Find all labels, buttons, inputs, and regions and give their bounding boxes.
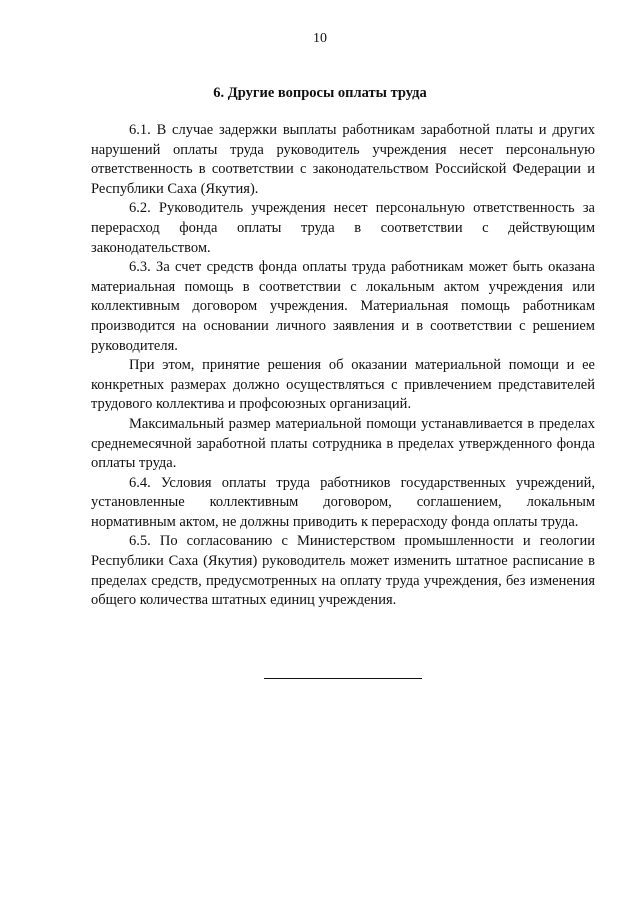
paragraph-6-4: 6.4. Условия оплаты труда работников государственных учреждений, установленные коллективным договором, соглашением, локальным нормативным актом, не должны приводить к перерасходу фонда оплаты труда. <box>91 474 595 530</box>
section-body <box>91 121 595 611</box>
paragraph-6-3-maximum: Максимальный размер материальной помощи устанавливается в пределах среднемесячной заработной платы сотрудника в пределах утвержденного фонда оплаты труда. <box>91 415 595 472</box>
paragraph-6-3-decision: При этом, принятие решения об оказании материальной помощи и ее конкретных размерах должно осуществляться с привлечением представителей трудового коллектива и профсоюзных организаций. <box>91 357 595 413</box>
closing-divider-line <box>264 678 422 679</box>
paragraph-6-1: 6.1. В случае задержки выплаты работникам заработной платы и других нарушений оплаты труда руководитель учреждения несет персональную ответственность в соответствии с законодательством Российской Федерации и Республики Саха (Якутия). <box>91 122 595 197</box>
paragraph-6-5: 6.5. По согласованию с Министерством промышленности и геологии Республики Саха (Якутия) руководитель может изменить штатное расписание в пределах средств, предусмотренных на оплату труда учреждения, без изменения общего количества штатных единиц учреждения. <box>91 533 595 609</box>
page-number: 10 <box>313 31 327 46</box>
paragraph-6-2: 6.2. Руководитель учреждения несет персональную ответственность за перерасход фонда оплаты труда в соответствии с действующим законодательством. <box>91 200 595 256</box>
paragraph-6-3: 6.3. За счет средств фонда оплаты труда работникам может быть оказана материальная помощь в соответствии с локальным актом учреждения или коллективным договором учреждения. Материальная помощь работникам производится на основании личного заявления и в соответствии с решением руководителя. <box>91 259 595 354</box>
section-title: 6. Другие вопросы оплаты труда <box>213 85 427 101</box>
